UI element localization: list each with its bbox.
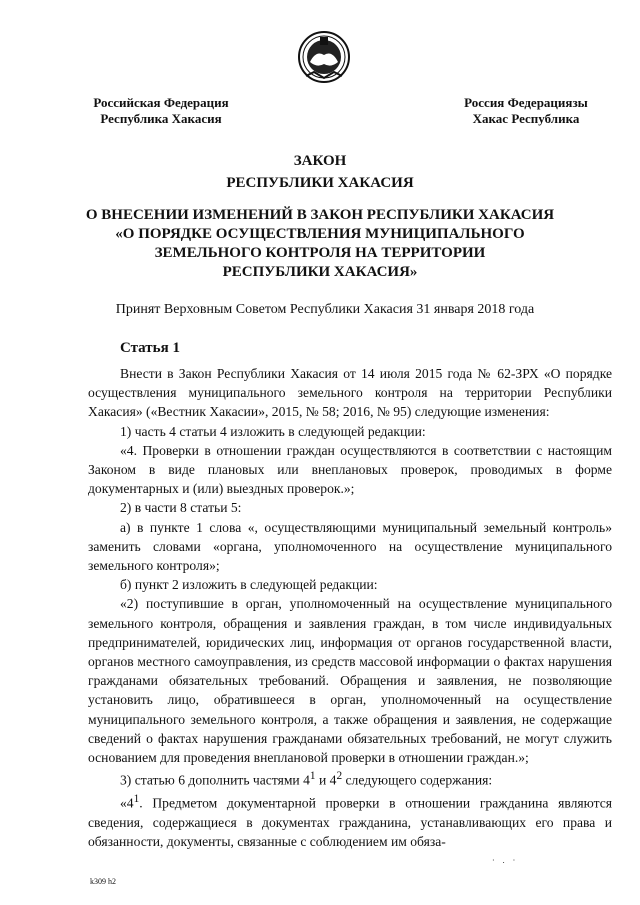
superscript-1: 1 [309, 770, 316, 783]
paragraph-quote-4-1 [88, 790, 612, 851]
paragraph-quote-4: «4. Проверки в отношении граждан осуществляются в соответствии с настоящим Законом в виде плановых или внеплановых проверок, проводимых в форме документарных и (или) выездных проверок.»; [88, 442, 612, 497]
header-right-block [456, 95, 596, 127]
header-right-line2: Хакас Республика [472, 111, 580, 126]
header-left-block [86, 95, 236, 127]
header-right-line1: Россия Федерациязы [464, 95, 588, 110]
article-heading: Статья 1 [120, 340, 180, 356]
law-subtitle-line2: «О ПОРЯДКЕ ОСУЩЕСТВЛЕНИЯ МУНИЦИПАЛЬНОГО [115, 226, 525, 242]
law-title [70, 150, 570, 194]
paragraph-item-3 [88, 767, 612, 790]
paragraph-quote-2: «2) поступившие в орган, уполномоченный на осуществление муниципального земельного контроля, обращения и заявления граждан, в том числе индивидуальных предпринимателей, юридических лиц, информация от органов государственной власти, органов местного самоуправления, из средств массовой информации о фактах нарушения гражданами обязательных требований. Обращения и заявления, не позволяющие установить лицо, обратившееся в орган, уполномоченный на осуществление муниципального земельного контроля, а также обращения и заявления, не содержащие сведений о фактах нарушения гражданами обязательных требований, не могут служить основанием для проведения внеплановой проверки в отношении граждан.»; [88, 596, 612, 766]
paragraph-quote-4-1-part-a: «4 [120, 795, 134, 811]
paragraph-item-1: 1) часть 4 статьи 4 изложить в следующей редакции: [120, 423, 426, 439]
law-title-line1: ЗАКОН [293, 153, 347, 169]
header-left-line1: Российская Федерация [93, 95, 229, 110]
paragraph-item-2a: а) в пункте 1 слова «, осуществляющими муниципальный земельный контроль» заменить словами «органа, уполномоченного на осуществление муниципального земельного контроля»; [88, 519, 612, 574]
law-subtitle-line4: РЕСПУБЛИКИ ХАКАСИЯ» [222, 264, 418, 280]
law-subtitle-line3: ЗЕМЕЛЬНОГО КОНТРОЛЯ НА ТЕРРИТОРИИ [154, 245, 486, 261]
paragraph-item-2b: б) пункт 2 изложить в следующей редакции: [120, 577, 378, 593]
superscript-1b: 1 [133, 793, 140, 805]
coat-of-arms-emblem [296, 28, 352, 86]
paragraph-item-3-part-c: следующего содержания: [342, 772, 493, 788]
paragraph-item-3-part-a: 3) статью 6 дополнить частями 4 [120, 772, 310, 788]
paragraph-item-3-part-b: и 4 [315, 772, 337, 788]
header-left-line2: Республика Хакасия [100, 111, 222, 126]
footer-code: k309 h2 [90, 877, 116, 886]
superscript-2: 2 [336, 770, 343, 783]
adoption-line: Принят Верховным Советом Республики Хакасия 31 января 2018 года [115, 302, 535, 317]
law-subtitle-line1: О ВНЕСЕНИИ ИЗМЕНЕНИЙ В ЗАКОН РЕСПУБЛИКИ ХАКАСИЯ [85, 207, 555, 223]
law-subtitle [70, 206, 570, 282]
paragraph-quote-4-1-part-b: . Предметом документарной проверки в отношении гражданина являются сведения, содержащиеся в документах гражданина, устанавливающих его права и обязанности, документы, связанные с соблюдением им обяза- [88, 795, 612, 849]
paragraph-intro: Внести в Закон Республики Хакасия от 14 июля 2015 года № 62-ЗРХ «О порядке осуществления муниципального земельного контроля на территории Республики Хакасия» («Вестник Хакасии», 2015, № 58; 2016, № 95) следующие изменения: [88, 366, 612, 420]
article-body [88, 364, 612, 851]
law-title-line2: РЕСПУБЛИКИ ХАКАСИЯ [226, 175, 414, 191]
scan-artifact-dots: · . · [492, 856, 519, 865]
paragraph-item-2: 2) в части 8 статьи 5: [120, 500, 242, 516]
